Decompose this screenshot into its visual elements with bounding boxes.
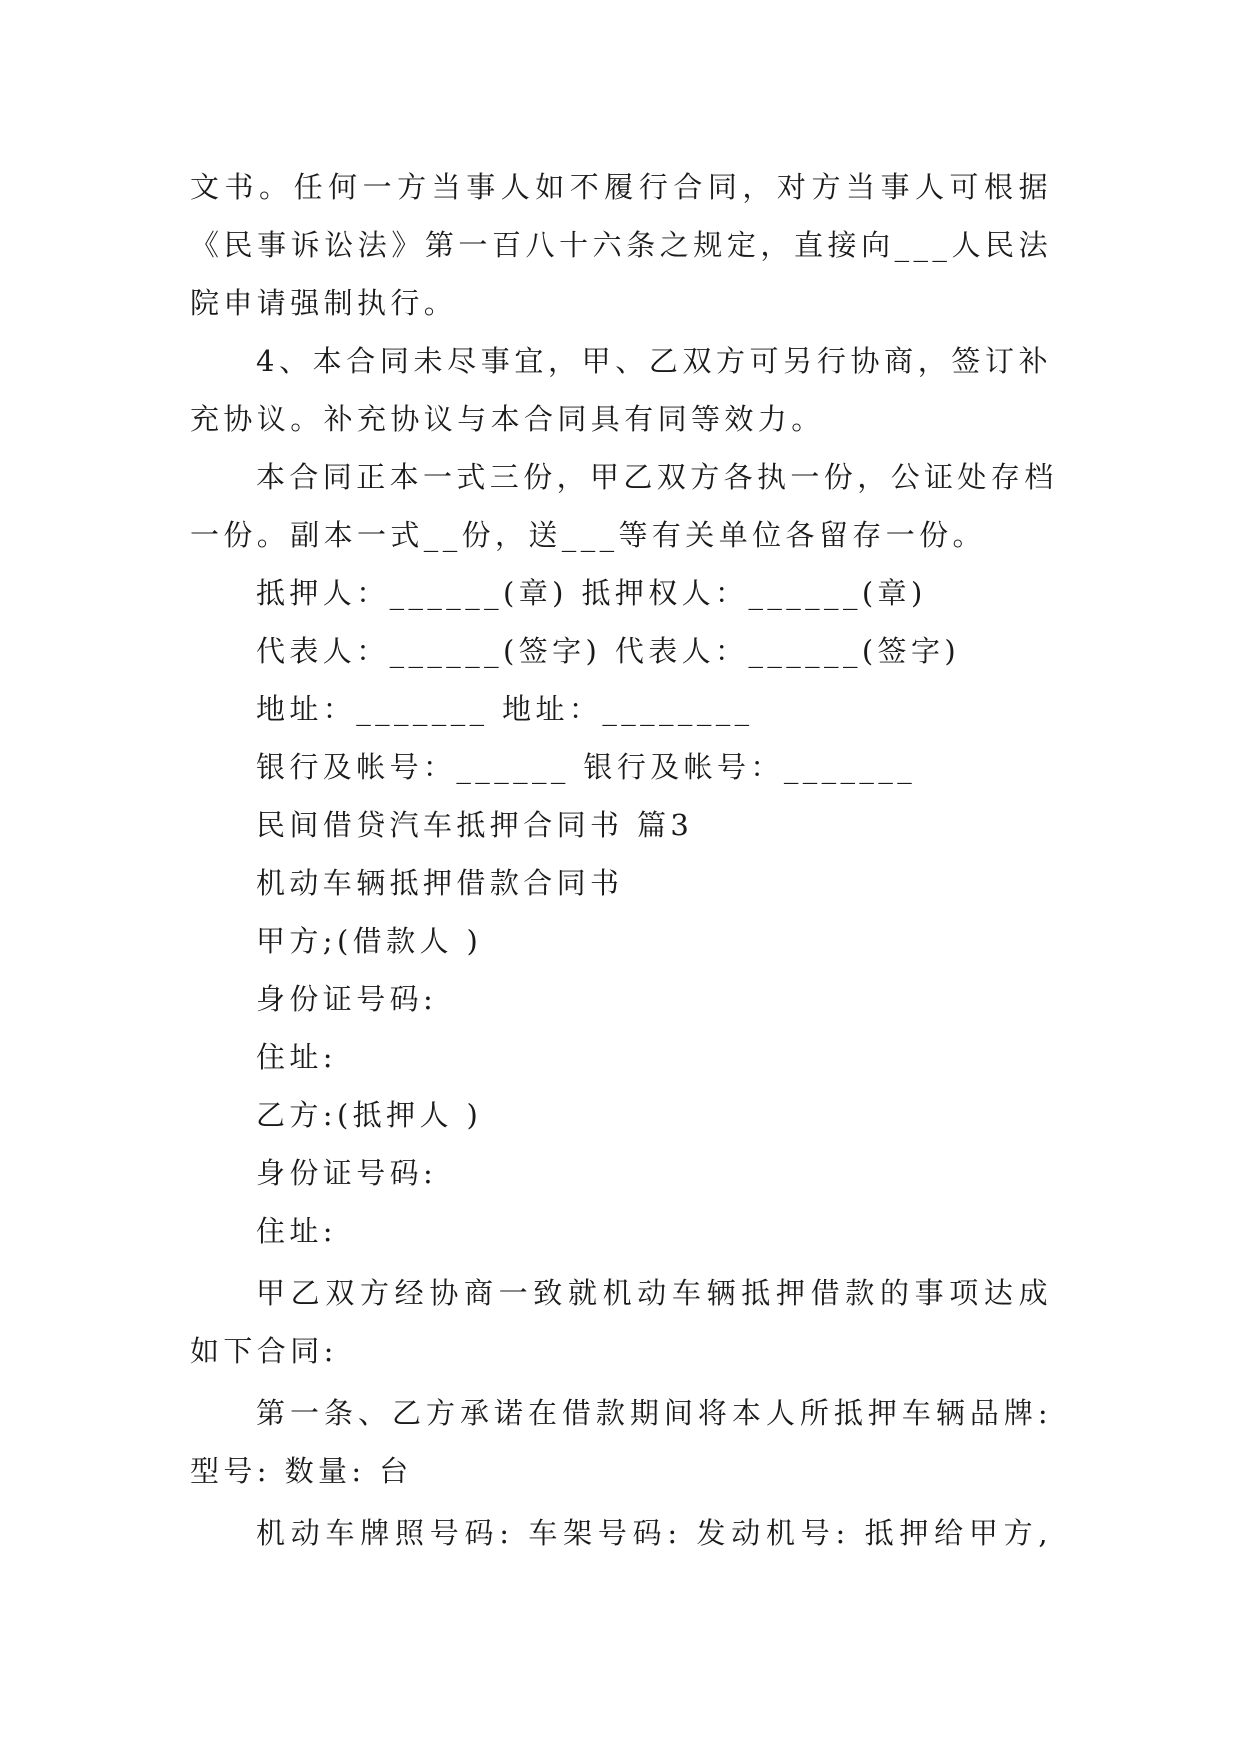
text-line: 型号: 数量: 台 [190, 1454, 413, 1488]
text-line: 抵押人：______(章) 抵押权人：______(章) [256, 576, 927, 610]
text-line: 一份。副本一式__份，送___等有关单位各留存一份。 [190, 518, 986, 552]
text-line: 甲乙双方经协商一致就机动车辆抵押借款的事项达成 [256, 1276, 1052, 1310]
text-line: 院申请强制执行。 [190, 286, 458, 320]
text-line: 机动车牌照号码: 车架号码: 发动机号: 抵押给甲方, [256, 1516, 1052, 1550]
text-line: 4、本合同未尽事宜，甲、乙双方可另行协商，签订补 [256, 344, 1052, 378]
text-line: 本合同正本一式三份，甲乙双方各执一份，公证处存档 [256, 460, 1058, 494]
text-line: 《民事诉讼法》第一百八十六条之规定，直接向___人民法 [190, 228, 1052, 262]
text-line: 身份证号码: [256, 982, 438, 1016]
text-line: 地址：_______ 地址：________ [256, 692, 754, 726]
text-line: 身份证号码: [256, 1156, 438, 1190]
text-line: 甲方;(借款人 ) [256, 924, 483, 958]
text-line: 住址: [256, 1214, 337, 1248]
text-line: 第一条、乙方承诺在借款期间将本人所抵押车辆品牌: [256, 1396, 1052, 1430]
text-line: 代表人：______(签字) 代表人：______(签字) [256, 634, 961, 668]
text-line: 住址: [256, 1040, 337, 1074]
text-line: 机动车辆抵押借款合同书 [256, 866, 624, 900]
text-line: 充协议。补充协议与本合同具有同等效力。 [190, 402, 825, 436]
text-line: 如下合同: [190, 1334, 338, 1368]
text-line: 银行及帐号：______ 银行及帐号：_______ [256, 750, 917, 784]
text-line: 民间借贷汽车抵押合同书 篇3 [256, 808, 694, 842]
text-line: 文书。任何一方当事人如不履行合同，对方当事人可根据 [190, 170, 1052, 204]
document-body [190, 158, 1058, 1562]
text-line: 乙方:(抵押人 ) [256, 1098, 483, 1132]
